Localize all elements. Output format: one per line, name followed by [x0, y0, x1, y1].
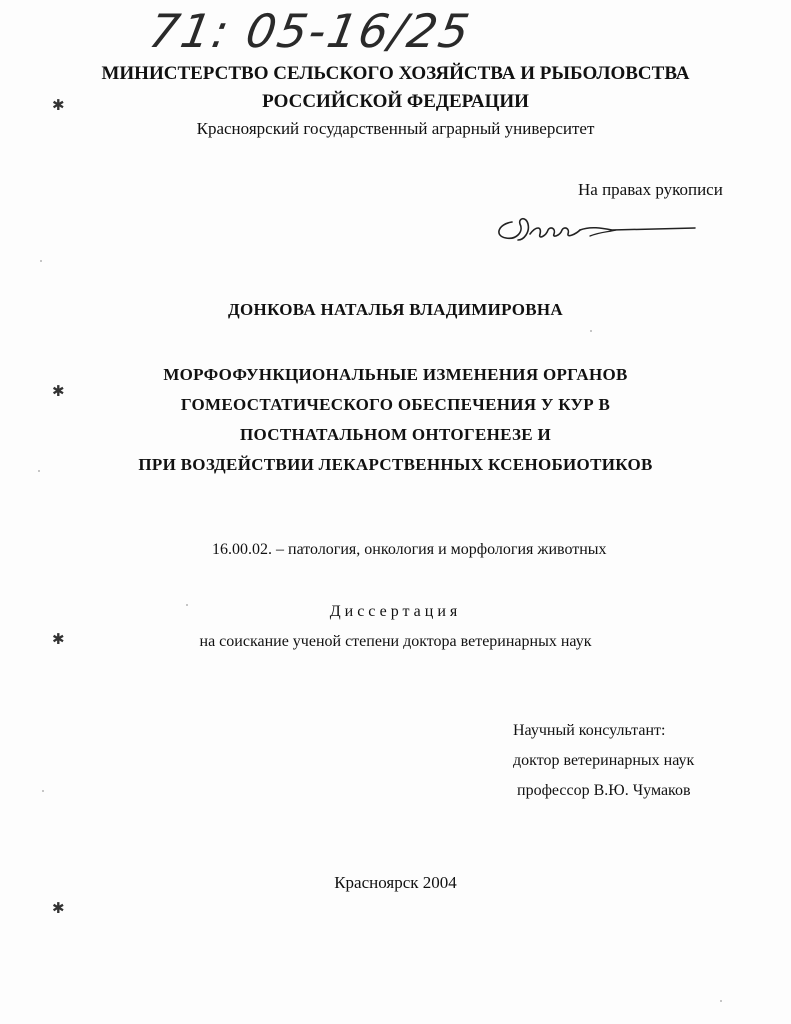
- ministry-line-1: МИНИСТЕРСТВО СЕЛЬСКОГО ХОЗЯЙСТВА И РЫБОЛОВСТВА: [101, 63, 690, 84]
- handwritten-archive-number: 71: 05-16/25: [145, 4, 476, 58]
- consultant-degree: доктор ветеринарных наук: [513, 752, 695, 769]
- rights-note: На правах рукописи: [578, 180, 723, 199]
- ministry-line-2: РОССИЙСКОЙ ФЕДЕРАЦИИ: [262, 91, 529, 112]
- ministry-header: [0, 60, 791, 116]
- specialty-code: 16.00.02. – патология, онкология и морфология животных: [212, 541, 607, 558]
- binding-hole-mark-icon: ✱: [52, 630, 65, 648]
- binding-hole-mark-icon: ✱: [52, 382, 65, 400]
- dissertation-title: [0, 360, 791, 480]
- title-line: МОРФОФУНКЦИОНАЛЬНЫЕ ИЗМЕНЕНИЯ ОРГАНОВ: [163, 365, 628, 384]
- title-line: ГОМЕОСТАТИЧЕСКОГО ОБЕСПЕЧЕНИЯ У КУР В: [180, 395, 611, 414]
- city-year: Красноярск 2004: [334, 873, 457, 892]
- consultant-label: Научный консультант:: [513, 722, 666, 739]
- document-type: Диссертация: [329, 603, 462, 620]
- scan-speck: [38, 470, 40, 472]
- scan-speck: [42, 790, 44, 792]
- scan-speck: [40, 260, 42, 262]
- scan-speck: [186, 604, 188, 606]
- signature: [490, 210, 700, 250]
- university-name: Красноярский государственный аграрный университет: [196, 119, 595, 138]
- title-line: ПОСТНАТАЛЬНОМ ОНТОГЕНЕЗЕ И: [240, 425, 551, 444]
- scan-speck: [590, 330, 592, 332]
- title-line: ПРИ ВОЗДЕЙСТВИИ ЛЕКАРСТВЕННЫХ КСЕНОБИОТИКОВ: [138, 455, 653, 474]
- binding-hole-mark-icon: ✱: [52, 96, 65, 114]
- author-name: ДОНКОВА НАТАЛЬЯ ВЛАДИМИРОВНА: [228, 300, 563, 319]
- degree-statement: на соискание ученой степени доктора ветеринарных наук: [199, 633, 592, 650]
- scan-speck: [720, 1000, 722, 1002]
- binding-hole-mark-icon: ✱: [52, 899, 65, 917]
- consultant-name: профессор В.Ю. Чумаков: [517, 782, 691, 799]
